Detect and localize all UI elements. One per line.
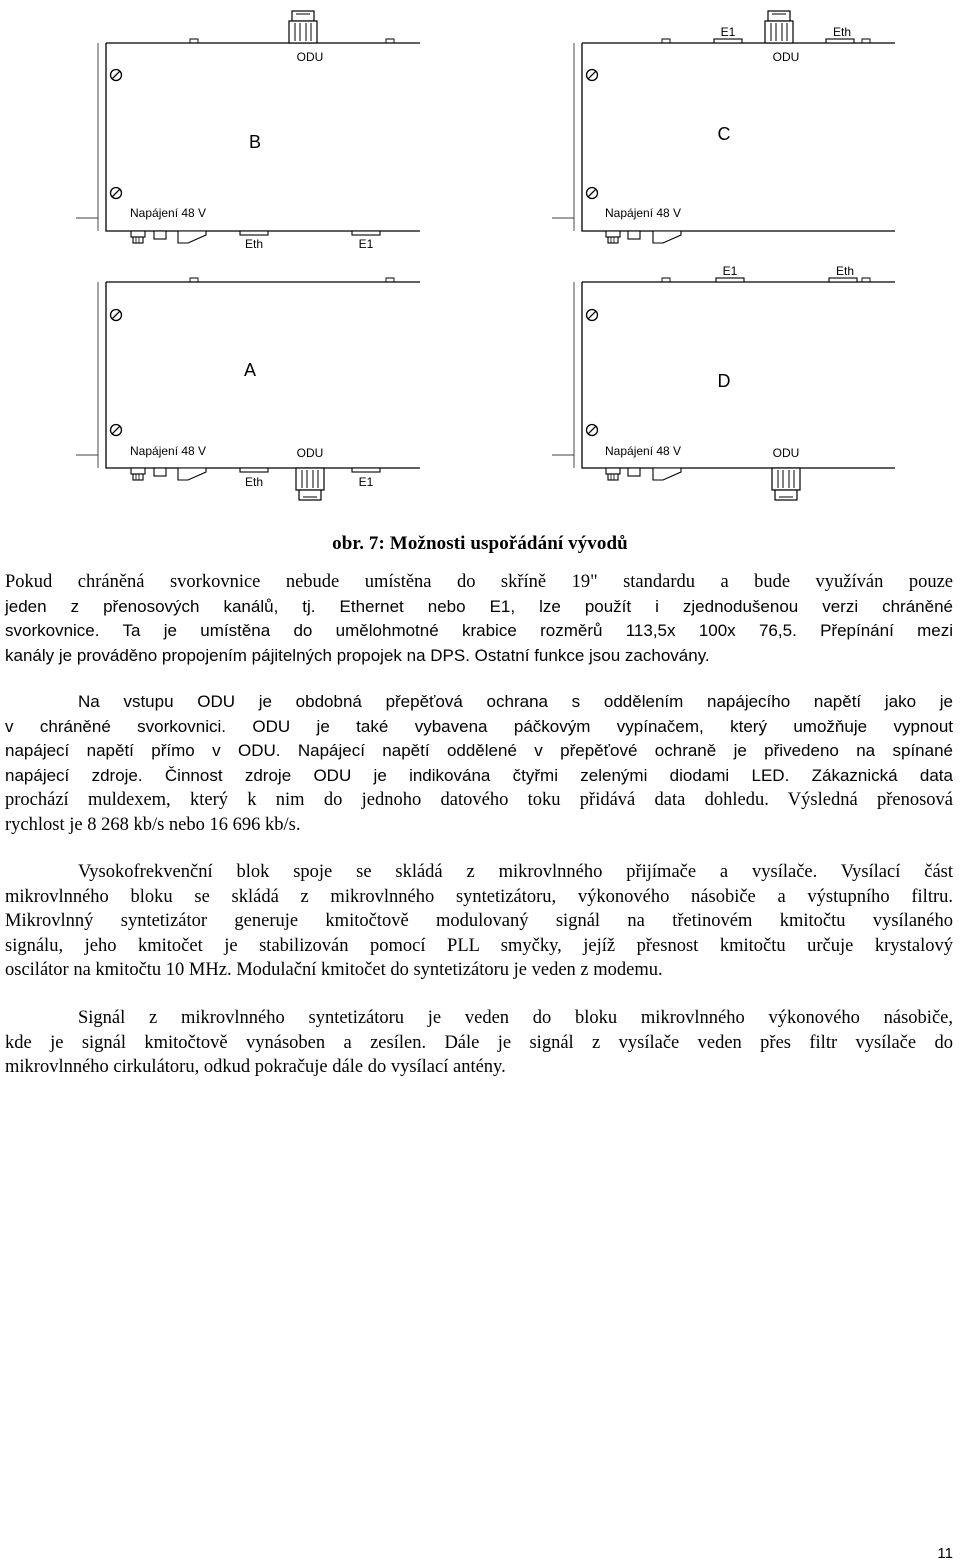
panel-c-letter: C <box>717 124 731 144</box>
text-line: v chráněné svorkovnici. ODU je také vybavena páčkovým vypínačem, který umožňuje vypnout <box>5 716 953 736</box>
paragraph-2 <box>5 690 953 838</box>
figure-caption: obr. 7: Možnosti uspořádání vývodů <box>332 533 628 554</box>
text-line: signálu, jeho kmitočet je stabilizován pomocí PLL smyčky, jejíž přesnost kmitočtu určuje krystalový <box>5 935 953 956</box>
panel-d-e1-label: E1 <box>722 264 738 278</box>
panel-b-power-label: Napájení 48 V <box>130 206 207 220</box>
text-line: Pokud chráněná svorkovnice nebude umístěna do skříně 19" standardu a bude využíván pouze <box>5 572 953 592</box>
panel-a-eth-label: Eth <box>244 475 264 489</box>
panel-c-eth-label: Eth <box>832 25 852 39</box>
terminal-layout-diagram <box>0 0 960 520</box>
text-line: svorkovnice. Ta je umístěna do umělohmotné krabice rozměrů 113,5x 100x 76,5. Přepínání mezi <box>5 621 953 641</box>
panel-b-e1-label: E1 <box>358 237 374 251</box>
panel-a-e1-label: E1 <box>358 475 374 489</box>
panel-c-odu-label: ODU <box>772 50 800 64</box>
paragraph-3 <box>5 860 953 983</box>
panel-d-power-label: Napájení 48 V <box>605 444 682 458</box>
page-number: 11 <box>937 1545 953 1562</box>
text-line: Mikrovlnný syntetizátor generuje kmitočtově modulovaný signál na třetinovém kmitočtu vysílaného <box>5 911 953 932</box>
text-line: oscilátor na kmitočtu 10 MHz. Modulační kmitočet do syntetizátoru je veden z modemu. <box>5 960 663 981</box>
text-line: Vysokofrekvenční blok spoje se skládá z mikrovlnného přijímače a vysílače. Vysílací část <box>78 862 953 882</box>
text-line: kde je signál kmitočtově vynásoben a zesílen. Dále je signál z vysílače veden přes filtr vysílače do <box>5 1032 953 1053</box>
panel-d-letter: D <box>717 371 731 391</box>
panel-b-odu-label: ODU <box>296 50 324 64</box>
paragraph-4 <box>5 1006 953 1080</box>
text-line: mikrovlnného cirkulátoru, odkud pokračuje dále do vysílací antény. <box>5 1057 506 1078</box>
odu-gland-icon <box>296 468 324 500</box>
panel-b-letter: B <box>248 132 262 152</box>
paragraph-1 <box>5 570 953 668</box>
panel-b-eth-label: Eth <box>244 237 264 251</box>
panel-a-power-label: Napájení 48 V <box>130 444 207 458</box>
text-line: prochází muldexem, který k nim do jednoho datového toku přidává data dohledu. Výsledná přenosová <box>5 790 953 811</box>
panel-a <box>76 278 420 500</box>
text-line: kanály je prováděno propojením pájitelných propojek na DPS. Ostatní funkce jsou zachovány. <box>5 645 710 665</box>
text-line: mikrovlnného bloku se skládá z mikrovlnného syntetizátoru, výkonového násobiče a výstupního filtru. <box>5 886 953 907</box>
text-line: Signál z mikrovlnného syntetizátoru je veden do bloku mikrovlnného výkonového násobiče, <box>78 1008 953 1028</box>
panel-a-letter: A <box>243 360 257 380</box>
odu-gland-icon <box>289 11 317 43</box>
panel-a-odu-label: ODU <box>296 446 324 460</box>
panel-c-power-label: Napájení 48 V <box>605 206 682 220</box>
odu-gland-icon <box>772 468 800 500</box>
panel-b <box>76 11 420 251</box>
odu-gland-icon <box>765 11 793 43</box>
text-line: napájecí zdroje. Činnost zdroje ODU je indikována čtyřmi zelenými diodami LED. Zákaznická data <box>5 765 953 785</box>
text-line: Na vstupu ODU je obdobná přepěťová ochrana s oddělením napájecího napětí jako je <box>78 692 953 711</box>
panel-d <box>552 264 895 500</box>
panel-c <box>552 11 895 243</box>
panel-d-eth-label: Eth <box>835 264 855 278</box>
panel-c-e1-label: E1 <box>720 25 736 39</box>
text-line: jeden z přenosových kanálů, tj. Ethernet nebo E1, lze použít i zjednodušenou verzi chráněné <box>5 596 953 616</box>
text-line: napájecí napětí přímo v ODU. Napájecí napětí oddělené v přepěťové ochraně je přivedeno na spínané <box>5 741 953 761</box>
text-line: rychlost je 8 268 kb/s nebo 16 696 kb/s. <box>5 814 301 835</box>
panel-d-odu-label: ODU <box>772 446 800 460</box>
